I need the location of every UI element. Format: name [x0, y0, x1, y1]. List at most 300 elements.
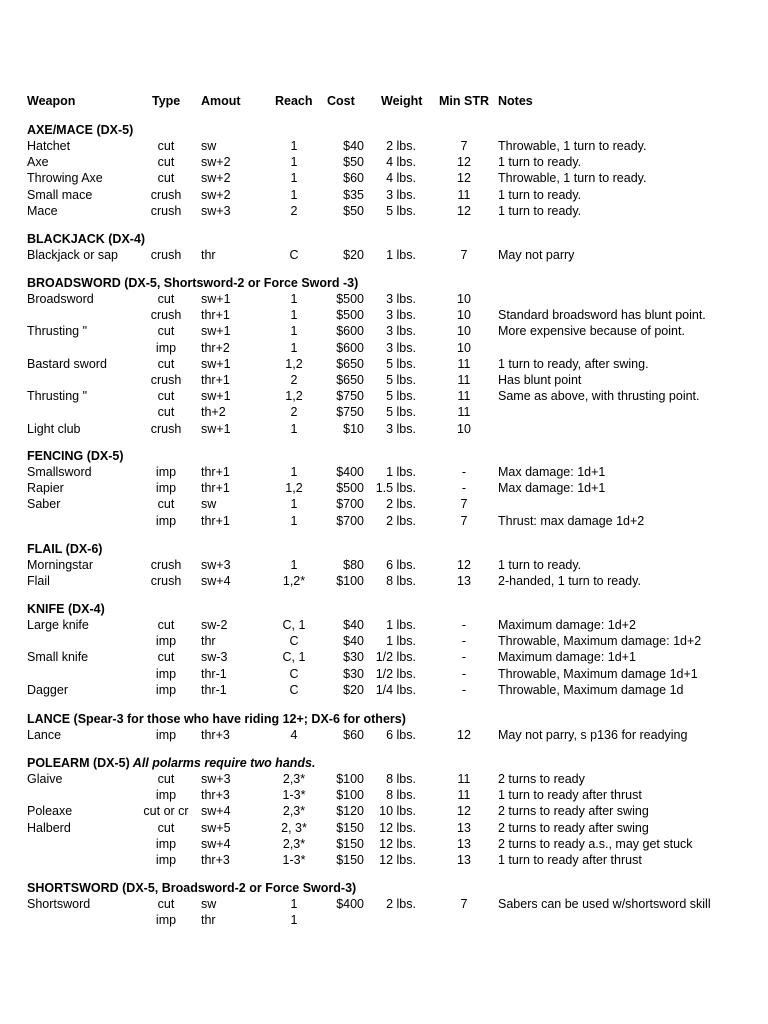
notes-text: 2 turns to ready: [498, 772, 585, 786]
damage-amount: thr: [201, 248, 216, 262]
weight-value: 2 lbs.: [386, 513, 416, 528]
weapon-name: Axe: [27, 155, 49, 170]
damage-amount: sw+4: [201, 804, 231, 819]
table-row: [0, 896, 768, 912]
damage-amount: thr+3: [201, 728, 230, 742]
damage-amount: sw: [201, 897, 217, 911]
damage-type: cut: [157, 618, 175, 632]
table-header: [0, 93, 768, 109]
cost-value: $30: [343, 666, 364, 681]
table-row: [0, 573, 768, 589]
damage-type: cut: [157, 171, 175, 186]
weapon-name: Shortsword: [27, 897, 91, 911]
section-title-text: BROADSWORD (DX-5, Shortsword-2 or Force Sword -3): [27, 276, 359, 290]
reach-value: 1: [290, 421, 298, 436]
damage-amount: sw+2: [201, 187, 231, 202]
notes-text: May not parry: [498, 248, 575, 262]
weight-value: 8 lbs.: [386, 772, 416, 786]
reach-value: C, 1: [282, 650, 306, 665]
damage-type: cut: [157, 155, 175, 170]
section-title-text: FLAIL (DX-6): [27, 542, 103, 556]
damage-type: crush: [150, 187, 182, 202]
min-str-value: -: [461, 618, 467, 632]
weight-value: 12 lbs.: [379, 820, 416, 835]
damage-amount: thr-1: [201, 666, 227, 681]
reach-value: 2, 3*: [281, 820, 307, 835]
section-title: [27, 122, 133, 138]
section-title: [27, 541, 102, 557]
damage-type: cut: [157, 389, 175, 404]
notes-text: 1 turn to ready after thrust: [498, 853, 642, 867]
damage-type: cut: [157, 405, 175, 420]
damage-type: crush: [150, 308, 182, 323]
reach-value: 1: [290, 513, 298, 528]
reach-value: 2: [290, 203, 298, 218]
table-row: [0, 852, 768, 868]
table-row: [0, 649, 768, 665]
table-row: [0, 727, 768, 743]
weapon-name: Light club: [27, 421, 81, 436]
cost-value: $35: [343, 187, 364, 202]
weight-value: 3 lbs.: [386, 292, 416, 306]
cost-value: $150: [336, 820, 364, 835]
damage-type: imp: [155, 682, 177, 697]
weight-value: 2 lbs.: [386, 139, 416, 153]
cost-value: $20: [343, 682, 364, 697]
cost-value: $400: [336, 465, 364, 479]
cost-value: $700: [336, 497, 364, 512]
notes-text: 1 turn to ready.: [498, 155, 582, 170]
cost-value: $650: [336, 373, 364, 387]
cost-value: $100: [336, 788, 364, 803]
section-title-text: KNIFE (DX-4): [27, 602, 105, 616]
cost-value: $500: [336, 481, 364, 496]
notes-text: More expensive because of point.: [498, 324, 685, 339]
damage-amount: sw+2: [201, 155, 231, 170]
notes-text: Throwable, Maximum damage: 1d+2: [498, 634, 702, 649]
cost-value: $40: [343, 618, 364, 632]
section-title-text: LANCE (Spear-3 for those who have riding 12+; DX-6 for others): [27, 712, 406, 726]
reach-value: 1: [290, 324, 298, 339]
header-type: Type: [152, 94, 181, 108]
cost-value: $650: [336, 356, 364, 371]
damage-type: cut: [157, 139, 175, 153]
section-title-text: AXE/MACE (DX-5): [27, 123, 134, 137]
damage-amount: thr+1: [201, 308, 230, 323]
damage-amount: sw+1: [201, 324, 231, 339]
damage-amount: sw+4: [201, 836, 231, 851]
notes-text: Throwable, Maximum damage 1d: [498, 682, 684, 697]
min-str-value: 11: [457, 373, 471, 387]
damage-amount: sw+4: [201, 574, 231, 589]
cost-value: $700: [336, 513, 364, 528]
cost-value: $600: [336, 340, 364, 355]
weight-value: 5 lbs.: [386, 389, 416, 404]
cost-value: $40: [343, 139, 364, 153]
reach-value: 2,3*: [282, 804, 306, 819]
weapon-name: Broadsword: [27, 292, 94, 306]
weight-value: 5 lbs.: [386, 405, 416, 420]
notes-text: Standard broadsword has blunt point.: [498, 308, 706, 323]
damage-amount: th+2: [201, 405, 226, 420]
weapon-name: Glaive: [27, 772, 63, 786]
damage-type: cut: [157, 772, 175, 786]
reach-value: 1: [290, 497, 298, 512]
notes-text: 2-handed, 1 turn to ready.: [498, 574, 641, 589]
weight-value: 4 lbs.: [386, 155, 416, 170]
damage-amount: thr+1: [201, 481, 230, 496]
min-str-value: -: [461, 650, 467, 665]
damage-type: cut: [157, 292, 175, 306]
section-title: [27, 601, 105, 617]
cost-value: $100: [336, 772, 364, 786]
damage-amount: thr+3: [201, 788, 230, 803]
damage-type: crush: [150, 574, 182, 589]
reach-value: 1: [290, 340, 298, 355]
damage-type: imp: [155, 481, 177, 496]
damage-amount: thr+2: [201, 340, 230, 355]
reach-value: 1,2: [285, 481, 303, 496]
table-row: [0, 787, 768, 803]
table-row: [0, 771, 768, 787]
table-row: [0, 666, 768, 682]
min-str-value: 11: [457, 405, 471, 420]
min-str-value: 12: [457, 728, 471, 742]
min-str-value: -: [461, 634, 467, 649]
notes-text: Throwable, 1 turn to ready.: [498, 171, 647, 186]
damage-type: crush: [150, 421, 182, 436]
reach-value: 1: [290, 558, 298, 572]
reach-value: C: [289, 634, 299, 649]
damage-amount: sw+3: [201, 558, 231, 572]
damage-type: crush: [150, 373, 182, 387]
damage-amount: sw-3: [201, 650, 228, 665]
cost-value: $80: [343, 558, 364, 572]
reach-value: 1: [290, 292, 298, 306]
weapon-name: Small knife: [27, 650, 89, 665]
min-str-value: 10: [457, 308, 471, 323]
section-title-text: SHORTSWORD (DX-5, Broadsword-2 or Force Sword-3): [27, 881, 357, 895]
notes-text: May not parry, s p136 for readying: [498, 728, 688, 742]
min-str-value: 10: [457, 421, 471, 436]
damage-type: imp: [155, 634, 177, 649]
weight-value: 12 lbs.: [379, 836, 416, 851]
damage-type: cut or cr: [143, 804, 189, 819]
cost-value: $40: [343, 634, 364, 649]
weapon-name: Saber: [27, 497, 61, 512]
weight-value: 2 lbs.: [386, 497, 416, 512]
header-weapon: Weapon: [27, 94, 76, 108]
reach-value: C: [289, 666, 299, 681]
damage-amount: thr+1: [201, 513, 230, 528]
notes-text: 1 turn to ready after thrust: [498, 788, 642, 803]
weight-value: 6 lbs.: [386, 558, 416, 572]
damage-amount: sw+1: [201, 389, 231, 404]
notes-text: 1 turn to ready.: [498, 558, 582, 572]
damage-amount: sw: [201, 139, 217, 153]
damage-type: cut: [157, 650, 175, 665]
damage-type: imp: [155, 666, 177, 681]
table-row: [0, 421, 768, 437]
min-str-value: 12: [457, 558, 471, 572]
reach-value: 1: [290, 171, 298, 186]
min-str-value: -: [461, 481, 467, 496]
table-row: [0, 323, 768, 339]
cost-value: $30: [343, 650, 364, 665]
weapon-name: Thrusting ": [27, 389, 88, 404]
cost-value: $500: [336, 308, 364, 323]
header-reach: Reach: [275, 94, 313, 108]
weight-value: 6 lbs.: [386, 728, 416, 742]
reach-value: C: [289, 682, 299, 697]
table-row: [0, 247, 768, 263]
table-row: [0, 496, 768, 512]
header-cost: Cost: [327, 94, 355, 108]
weight-value: 1/2 lbs.: [375, 650, 416, 665]
cost-value: $600: [336, 324, 364, 339]
weight-value: 10 lbs.: [379, 804, 416, 819]
reach-value: 1: [290, 465, 298, 479]
weapon-name: Dagger: [27, 682, 68, 697]
table-row: [0, 557, 768, 573]
reach-value: 2: [290, 405, 298, 420]
notes-text: Max damage: 1d+1: [498, 481, 606, 496]
reach-value: 1-3*: [282, 788, 306, 803]
table-row: [0, 170, 768, 186]
damage-amount: sw+5: [201, 820, 231, 835]
weight-value: 1 lbs.: [386, 465, 416, 479]
reach-value: 1,2: [285, 389, 303, 404]
table-row: [0, 803, 768, 819]
table-row: [0, 187, 768, 203]
damage-amount: sw-2: [201, 618, 228, 632]
min-str-value: 11: [457, 772, 471, 786]
weapon-name: Rapier: [27, 481, 64, 496]
notes-text: Thrust: max damage 1d+2: [498, 513, 645, 528]
header-amount: Amout: [201, 94, 241, 108]
notes-text: Maximum damage: 1d+2: [498, 618, 636, 632]
weight-value: 1.5 lbs.: [375, 481, 416, 496]
reach-value: 1: [290, 155, 298, 170]
section-title-text: POLEARM (DX-5): [27, 756, 130, 770]
damage-type: crush: [150, 248, 182, 262]
weight-value: 3 lbs.: [386, 421, 416, 436]
section-title: [27, 231, 145, 247]
min-str-value: 10: [457, 292, 471, 306]
notes-text: Maximum damage: 1d+1: [498, 650, 636, 665]
min-str-value: -: [461, 682, 467, 697]
notes-text: Same as above, with thrusting point.: [498, 389, 700, 404]
table-row: [0, 388, 768, 404]
damage-type: imp: [155, 853, 177, 867]
damage-type: cut: [157, 324, 175, 339]
cost-value: $120: [336, 804, 364, 819]
min-str-value: 12: [457, 203, 471, 218]
weapon-name: Large knife: [27, 618, 89, 632]
reach-value: 1-3*: [282, 853, 306, 867]
damage-amount: thr: [201, 913, 216, 928]
table-row: [0, 682, 768, 698]
weapon-name: Flail: [27, 574, 50, 589]
weight-value: 3 lbs.: [386, 187, 416, 202]
weight-value: 1/4 lbs.: [375, 682, 416, 697]
damage-type: cut: [157, 356, 175, 371]
weight-value: 1 lbs.: [386, 634, 416, 649]
damage-type: imp: [155, 513, 177, 528]
notes-text: Sabers can be used w/shortsword skill: [498, 897, 711, 911]
table-row: [0, 307, 768, 323]
cost-value: $750: [336, 405, 364, 420]
weight-value: 1 lbs.: [386, 618, 416, 632]
header-min-str: Min STR: [439, 94, 489, 108]
min-str-value: 13: [457, 574, 471, 589]
cost-value: $150: [336, 836, 364, 851]
notes-text: 2 turns to ready a.s., may get stuck: [498, 836, 693, 851]
damage-amount: thr: [201, 634, 216, 649]
weapon-name: Halberd: [27, 820, 71, 835]
min-str-value: 11: [457, 356, 471, 371]
section-title: [27, 880, 356, 896]
section-title: [27, 448, 124, 464]
table-row: [0, 203, 768, 219]
damage-type: cut: [157, 497, 175, 512]
min-str-value: 11: [457, 187, 471, 202]
weapon-name: Mace: [27, 203, 58, 218]
table-row: [0, 154, 768, 170]
section-title: [27, 755, 315, 771]
weight-value: 1 lbs.: [386, 248, 416, 262]
damage-type: crush: [150, 203, 182, 218]
damage-type: imp: [155, 728, 177, 742]
table-row: [0, 372, 768, 388]
weapon-name: Blackjack or sap: [27, 248, 119, 262]
cost-value: $10: [343, 421, 364, 436]
weight-value: 3 lbs.: [386, 308, 416, 323]
weapon-name: Throwing Axe: [27, 171, 103, 186]
damage-amount: sw+3: [201, 772, 231, 786]
table-row: [0, 912, 768, 928]
table-row: [0, 836, 768, 852]
reach-value: 2: [290, 373, 298, 387]
reach-value: 1: [290, 187, 298, 202]
min-str-value: 11: [457, 788, 471, 803]
min-str-value: 13: [457, 836, 471, 851]
damage-amount: sw: [201, 497, 217, 512]
weight-value: 3 lbs.: [386, 340, 416, 355]
reach-value: 2,3*: [282, 836, 306, 851]
table-row: [0, 480, 768, 496]
cost-value: $750: [336, 389, 364, 404]
reach-value: C, 1: [282, 618, 306, 632]
table-row: [0, 356, 768, 372]
notes-text: Throwable, 1 turn to ready.: [498, 139, 647, 153]
weight-value: 1/2 lbs.: [375, 666, 416, 681]
table-row: [0, 138, 768, 154]
damage-type: imp: [155, 836, 177, 851]
min-str-value: 7: [460, 248, 468, 262]
cost-value: $100: [336, 574, 364, 589]
damage-type: imp: [155, 465, 177, 479]
weight-value: 8 lbs.: [386, 574, 416, 589]
min-str-value: 12: [457, 804, 471, 819]
reach-value: 1: [290, 308, 298, 323]
notes-text: Has blunt point: [498, 373, 582, 387]
weapon-name: Bastard sword: [27, 356, 107, 371]
reach-value: 4: [290, 728, 298, 742]
damage-type: cut: [157, 820, 175, 835]
section-title: [27, 711, 406, 727]
damage-type: cut: [157, 897, 175, 911]
section-title-text: FENCING (DX-5): [27, 449, 124, 463]
notes-text: 1 turn to ready.: [498, 203, 582, 218]
damage-type: imp: [155, 788, 177, 803]
weapon-name: Thrusting ": [27, 324, 88, 339]
weapon-name: Smallsword: [27, 465, 92, 479]
notes-text: 1 turn to ready, after swing.: [498, 356, 649, 371]
notes-text: Throwable, Maximum damage 1d+1: [498, 666, 698, 681]
min-str-value: 10: [457, 340, 471, 355]
weapon-name: Hatchet: [27, 139, 71, 153]
damage-amount: sw+2: [201, 171, 231, 186]
cost-value: $20: [343, 248, 364, 262]
weapon-name: Lance: [27, 728, 62, 742]
table-row: [0, 820, 768, 836]
weight-value: 3 lbs.: [386, 324, 416, 339]
damage-amount: thr+1: [201, 373, 230, 387]
reach-value: 2,3*: [282, 772, 306, 786]
notes-text: 1 turn to ready.: [498, 187, 582, 202]
min-str-value: -: [461, 465, 467, 479]
weapon-name: Poleaxe: [27, 804, 73, 819]
min-str-value: 13: [457, 820, 471, 835]
table-row: [0, 464, 768, 480]
header-weight: Weight: [381, 94, 423, 108]
weight-value: 8 lbs.: [386, 788, 416, 803]
cost-value: $50: [343, 155, 364, 170]
min-str-value: 7: [460, 513, 468, 528]
damage-amount: sw+1: [201, 292, 231, 306]
table-row: [0, 617, 768, 633]
header-notes: Notes: [498, 94, 533, 108]
damage-amount: sw+3: [201, 203, 231, 218]
damage-amount: thr+3: [201, 853, 230, 867]
min-str-value: -: [461, 666, 467, 681]
table-row: [0, 291, 768, 307]
damage-amount: thr+1: [201, 465, 230, 479]
min-str-value: 13: [457, 853, 471, 867]
damage-type: imp: [155, 340, 177, 355]
damage-amount: sw+1: [201, 356, 231, 371]
cost-value: $50: [343, 203, 364, 218]
notes-text: Max damage: 1d+1: [498, 465, 606, 479]
reach-value: 1: [290, 913, 298, 928]
table-row: [0, 633, 768, 649]
weapon-name: Small mace: [27, 187, 93, 202]
min-str-value: 12: [457, 155, 471, 170]
min-str-value: 11: [457, 389, 471, 404]
weight-value: 2 lbs.: [386, 897, 416, 911]
weight-value: 4 lbs.: [386, 171, 416, 186]
damage-type: imp: [155, 913, 177, 928]
weapon-name: Morningstar: [27, 558, 93, 572]
weight-value: 12 lbs.: [379, 853, 416, 867]
damage-amount: sw+1: [201, 421, 231, 436]
table-row: [0, 513, 768, 529]
min-str-value: 10: [457, 324, 471, 339]
reach-value: 1,2: [285, 356, 303, 371]
weight-value: 5 lbs.: [386, 356, 416, 371]
cost-value: $60: [343, 171, 364, 186]
